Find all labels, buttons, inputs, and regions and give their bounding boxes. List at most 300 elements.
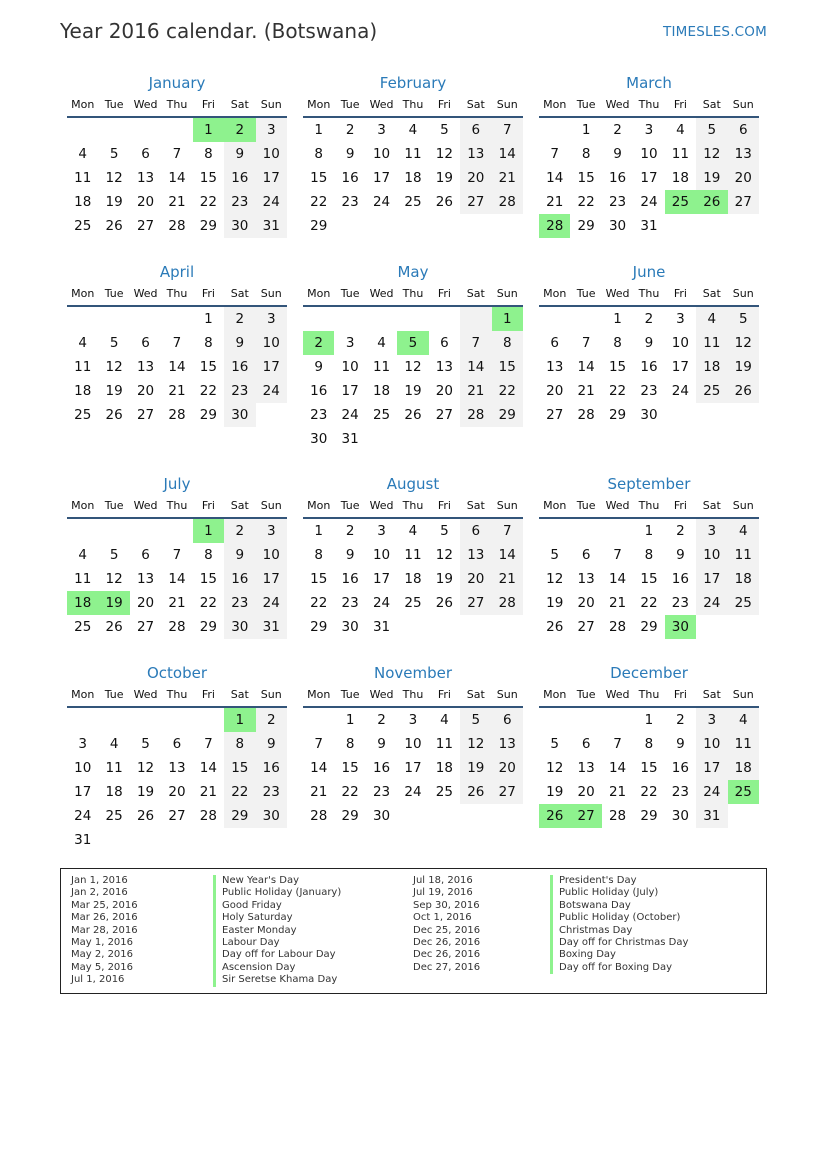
day-cell: 14 [608,760,627,776]
day-cell: 12 [728,331,759,355]
day-cell: 13 [577,760,595,776]
day-cell: 13 [577,571,595,587]
day-cell: 24 [372,595,391,611]
weekday-label: Mon [543,287,567,300]
day-cell: 1 [644,712,654,728]
day-grid [303,307,523,451]
day-cell: 21 [492,166,523,190]
legend-right-names [550,875,688,974]
day-cell: 22 [224,780,255,804]
weekday-label: Sun [496,688,518,701]
day-cell: 23 [341,194,359,210]
weekday-header [67,495,287,519]
weekday-label: Wed [133,287,158,300]
month-july [67,473,287,639]
weekday-label: Wed [605,688,630,701]
day-cell: 3 [256,519,287,543]
day-cell: 20 [136,595,155,611]
day-cell: 6 [581,547,591,563]
blank-cell [303,708,334,732]
weekday-label: Wed [133,688,158,701]
day-cell: 18 [74,383,92,399]
day-cell: 17 [696,756,727,780]
day-cell: 7 [550,146,559,162]
weekday-label: Wed [133,499,158,512]
day-cell: 17 [696,567,727,591]
blank-cell [303,307,334,331]
day-cell: 11 [74,359,92,375]
day-cell: 10 [696,732,727,756]
day-cell: 21 [168,595,186,611]
weekday-label: Thu [638,688,660,701]
weekday-label: Mon [543,688,567,701]
day-cell: 22 [310,194,328,210]
day-cell: 4 [78,335,87,351]
weekday-label: Sat [466,98,485,111]
legend-date: Jul 18, 2016 [413,875,473,886]
day-cell: 9 [224,331,255,355]
day-cell: 10 [256,331,287,355]
day-cell: 23 [224,591,255,615]
weekday-label: Thu [638,499,660,512]
weekday-label: Fri [201,98,215,111]
legend-holiday-name: Public Holiday (July) [550,887,688,899]
weekday-header [67,283,287,307]
day-cell: 11 [404,547,422,563]
legend-date: Dec 26, 2016 [413,936,481,948]
weekday-label: Fri [437,98,451,111]
day-cell: 7 [314,736,323,752]
day-cell: 12 [105,571,123,587]
day-cell: 30 [608,218,627,234]
legend-holiday-name: Holy Saturday [213,912,341,924]
weekday-label: Fri [201,688,215,701]
day-cell: 22 [640,784,658,800]
day-cell: 10 [256,142,287,166]
day-cell: 28 [168,619,186,635]
day-cell: 16 [372,760,391,776]
weekday-label: Fri [673,287,687,300]
month-september [539,473,759,639]
weekday-label: Wed [369,688,394,701]
day-cell: 24 [341,407,359,423]
day-cell: 30 [256,804,287,828]
day-cell: 26 [728,379,759,403]
blank-cell [161,118,192,142]
day-cell: 28 [608,619,627,635]
weekday-label: Sun [260,499,282,512]
day-cell: 14 [577,359,595,375]
weekday-label: Thu [166,98,188,111]
day-cell: 13 [136,170,155,186]
day-grid [67,307,287,427]
blank-cell [460,307,491,331]
day-cell: 20 [577,595,595,611]
day-cell: 28 [492,591,523,615]
day-cell: 30 [640,407,658,423]
day-cell: 19 [136,784,155,800]
day-cell: 22 [492,379,523,403]
day-cell: 4 [109,736,119,752]
holiday-day-cell: 30 [665,615,696,639]
day-cell: 26 [105,407,123,423]
brand-link[interactable]: TIMESLES.COM [663,24,767,40]
day-cell: 8 [204,335,213,351]
day-cell: 11 [74,571,92,587]
legend-date: Dec 27, 2016 [413,961,481,973]
day-cell: 11 [105,760,123,776]
weekday-label: Tue [340,287,360,300]
day-cell: 14 [168,359,186,375]
day-cell: 11 [372,359,391,375]
day-cell: 3 [408,712,418,728]
day-cell: 15 [224,756,255,780]
day-cell: 12 [404,359,422,375]
weekday-header [303,94,523,118]
day-cell: 12 [105,170,123,186]
day-cell: 27 [460,190,491,214]
day-cell: 31 [341,431,359,447]
day-cell: 20 [435,383,453,399]
legend-date: May 2, 2016 [71,949,134,961]
weekday-label: Fri [673,499,687,512]
holiday-day-cell: 25 [665,190,696,214]
day-cell: 28 [168,218,186,234]
day-cell: 19 [460,756,491,780]
day-cell: 16 [341,571,359,587]
day-cell: 3 [676,311,685,327]
day-cell: 10 [404,736,422,752]
month-may [303,261,523,451]
month-name: March [626,74,672,92]
day-cell: 7 [204,736,213,752]
day-grid [539,118,759,238]
day-cell: 13 [546,359,564,375]
legend-holiday-name: Christmas Day [550,925,688,937]
weekday-label: Thu [402,499,424,512]
day-cell: 15 [199,170,217,186]
day-cell: 6 [460,118,491,142]
legend-date: Dec 25, 2016 [413,924,481,936]
day-cell: 6 [581,736,591,752]
day-cell: 7 [172,335,182,351]
day-cell: 27 [136,407,155,423]
day-cell: 1 [581,122,591,138]
day-cell: 5 [109,547,119,563]
blank-cell [539,118,570,142]
day-cell: 9 [377,736,386,752]
blank-cell [130,118,161,142]
weekday-label: Sat [230,688,249,701]
day-cell: 22 [341,784,359,800]
weekday-label: Sun [496,499,518,512]
day-cell: 12 [136,760,155,776]
day-cell: 22 [199,595,217,611]
weekday-label: Tue [576,688,596,701]
day-cell: 2 [345,523,355,539]
weekday-label: Mon [307,499,331,512]
weekday-label: Thu [166,688,188,701]
day-cell: 16 [341,170,359,186]
day-cell: 3 [696,708,727,732]
day-cell: 29 [310,619,328,635]
weekday-label: Tue [104,98,124,111]
day-cell: 8 [644,547,654,563]
weekday-label: Mon [71,499,95,512]
day-cell: 24 [74,808,92,824]
day-cell: 4 [408,122,418,138]
legend-holiday-name: Public Holiday (January) [213,887,341,899]
day-cell: 11 [728,732,759,756]
day-cell: 29 [608,407,627,423]
weekday-label: Sun [260,287,282,300]
holiday-day-cell: 1 [193,519,224,543]
day-cell: 31 [256,615,287,639]
legend-date: Jul 1, 2016 [71,974,125,986]
month-name: August [386,475,440,493]
day-cell: 11 [404,146,422,162]
day-grid [539,708,759,828]
holiday-day-cell: 5 [397,331,428,355]
day-cell: 26 [404,407,422,423]
day-cell: 26 [435,595,453,611]
weekday-label: Tue [104,688,124,701]
holiday-day-cell: 2 [303,331,334,355]
holiday-day-cell: 26 [539,804,570,828]
day-cell: 25 [372,407,391,423]
weekday-label: Sat [466,688,485,701]
day-cell: 8 [204,547,213,563]
day-cell: 21 [546,194,564,210]
day-cell: 22 [608,383,627,399]
day-cell: 1 [314,122,323,138]
legend-date: Mar 28, 2016 [71,924,138,936]
day-cell: 9 [345,547,355,563]
day-cell: 19 [546,784,564,800]
day-cell: 18 [404,571,422,587]
day-cell: 8 [314,547,323,563]
blank-cell [539,519,570,543]
day-cell: 17 [256,355,287,379]
weekday-label: Tue [340,688,360,701]
day-cell: 3 [644,122,654,138]
legend-date: Mar 26, 2016 [71,912,138,924]
day-cell: 13 [492,732,523,756]
day-cell: 9 [345,146,355,162]
day-cell: 5 [109,335,119,351]
day-cell: 23 [671,784,689,800]
day-cell: 4 [408,523,418,539]
day-cell: 6 [728,118,759,142]
day-cell: 27 [136,619,155,635]
day-cell: 16 [310,383,328,399]
month-name: February [379,74,447,92]
legend-date: Mar 25, 2016 [71,899,138,911]
day-cell: 21 [608,595,627,611]
day-cell: 18 [696,355,727,379]
day-cell: 7 [460,331,491,355]
blank-cell [570,519,601,543]
legend-date: Jan 1, 2016 [71,875,128,886]
day-cell: 3 [345,335,355,351]
day-cell: 24 [696,780,727,804]
day-cell: 15 [310,571,328,587]
blank-cell [67,118,98,142]
day-cell: 13 [136,359,155,375]
month-name: January [148,74,206,92]
day-cell: 10 [372,146,391,162]
day-cell: 6 [460,519,491,543]
day-cell: 4 [728,708,759,732]
day-cell: 21 [460,379,491,403]
day-cell: 15 [199,359,217,375]
day-cell: 6 [141,146,150,162]
day-cell: 18 [671,170,689,186]
month-june [539,261,759,427]
day-cell: 5 [550,547,559,563]
day-cell: 18 [74,194,92,210]
holiday-day-cell: 28 [539,214,570,238]
legend-date: Sep 30, 2016 [413,899,480,911]
day-cell: 20 [492,756,523,780]
day-cell: 10 [696,543,727,567]
day-cell: 31 [74,832,92,848]
day-cell: 14 [310,760,328,776]
legend-date: Dec 26, 2016 [413,949,481,961]
month-april [67,261,287,427]
day-cell: 28 [608,808,627,824]
day-cell: 26 [435,194,453,210]
weekday-label: Sun [496,98,518,111]
blank-cell [161,307,192,331]
blank-cell [570,708,601,732]
weekday-label: Fri [201,499,215,512]
day-cell: 24 [671,383,689,399]
day-cell: 7 [172,146,182,162]
blank-cell [161,519,192,543]
blank-cell [67,307,98,331]
weekday-label: Sun [260,688,282,701]
holiday-legend [60,868,767,994]
day-cell: 3 [377,122,386,138]
day-cell: 5 [696,118,727,142]
weekday-label: Sat [230,287,249,300]
day-cell: 18 [404,170,422,186]
day-cell: 20 [577,784,595,800]
day-cell: 15 [199,571,217,587]
weekday-label: Thu [166,499,188,512]
weekday-label: Fri [673,98,687,111]
day-cell: 23 [256,780,287,804]
holiday-day-cell: 25 [728,780,759,804]
blank-cell [602,519,633,543]
day-cell: 29 [199,218,217,234]
legend-date: Jul 19, 2016 [413,887,473,899]
day-cell: 19 [435,170,453,186]
day-cell: 8 [224,732,255,756]
day-cell: 7 [613,547,622,563]
day-cell: 12 [546,571,564,587]
weekday-label: Wed [369,499,394,512]
day-cell: 1 [644,523,654,539]
legend-holiday-name: Ascension Day [213,962,341,974]
day-cell: 20 [546,383,564,399]
day-cell: 18 [728,756,759,780]
month-name: December [610,664,688,682]
day-cell: 30 [671,808,689,824]
blank-cell [67,708,98,732]
legend-holiday-name: New Year's Day [213,875,341,887]
day-cell: 28 [310,808,328,824]
day-cell: 22 [577,194,595,210]
day-cell: 17 [74,784,92,800]
day-cell: 27 [136,218,155,234]
day-cell: 7 [581,335,591,351]
day-cell: 2 [224,307,255,331]
legend-holiday-name: Day off for Labour Day [213,949,341,961]
day-cell: 28 [460,403,491,427]
day-cell: 8 [492,331,523,355]
day-cell: 29 [341,808,359,824]
weekday-label: Tue [104,287,124,300]
month-name: July [163,475,191,493]
day-cell: 8 [314,146,323,162]
day-cell: 24 [256,591,287,615]
day-cell: 27 [728,190,759,214]
day-grid [539,307,759,427]
day-cell: 29 [492,403,523,427]
day-cell: 12 [435,547,453,563]
day-cell: 25 [74,407,92,423]
day-cell: 23 [608,194,627,210]
day-cell: 23 [341,595,359,611]
holiday-day-cell: 1 [193,118,224,142]
weekday-label: Wed [605,287,630,300]
day-cell: 29 [199,619,217,635]
day-cell: 30 [310,431,328,447]
day-cell: 11 [696,331,727,355]
day-cell: 20 [136,383,155,399]
day-cell: 30 [341,619,359,635]
weekday-label: Tue [576,287,596,300]
holiday-day-cell: 2 [224,118,255,142]
day-cell: 25 [404,595,422,611]
day-cell: 27 [435,407,453,423]
weekday-label: Fri [437,287,451,300]
weekday-label: Sat [702,287,721,300]
day-cell: 7 [492,118,523,142]
day-cell: 29 [640,619,658,635]
blank-cell [193,708,224,732]
legend-holiday-name: Sir Seretse Khama Day [213,974,341,986]
day-cell: 5 [109,146,119,162]
legend-left-dates [71,875,138,987]
weekday-label: Tue [104,499,124,512]
weekday-label: Fri [673,688,687,701]
day-cell: 16 [640,359,658,375]
day-cell: 14 [608,571,627,587]
legend-date: May 1, 2016 [71,936,134,948]
day-cell: 31 [696,804,727,828]
day-cell: 10 [341,359,359,375]
weekday-label: Sun [732,287,754,300]
weekday-header [303,495,523,519]
legend-holiday-name: Easter Monday [213,925,341,937]
day-cell: 9 [676,736,685,752]
day-cell: 21 [310,784,328,800]
month-december [539,662,759,828]
legend-left-names [213,875,341,987]
